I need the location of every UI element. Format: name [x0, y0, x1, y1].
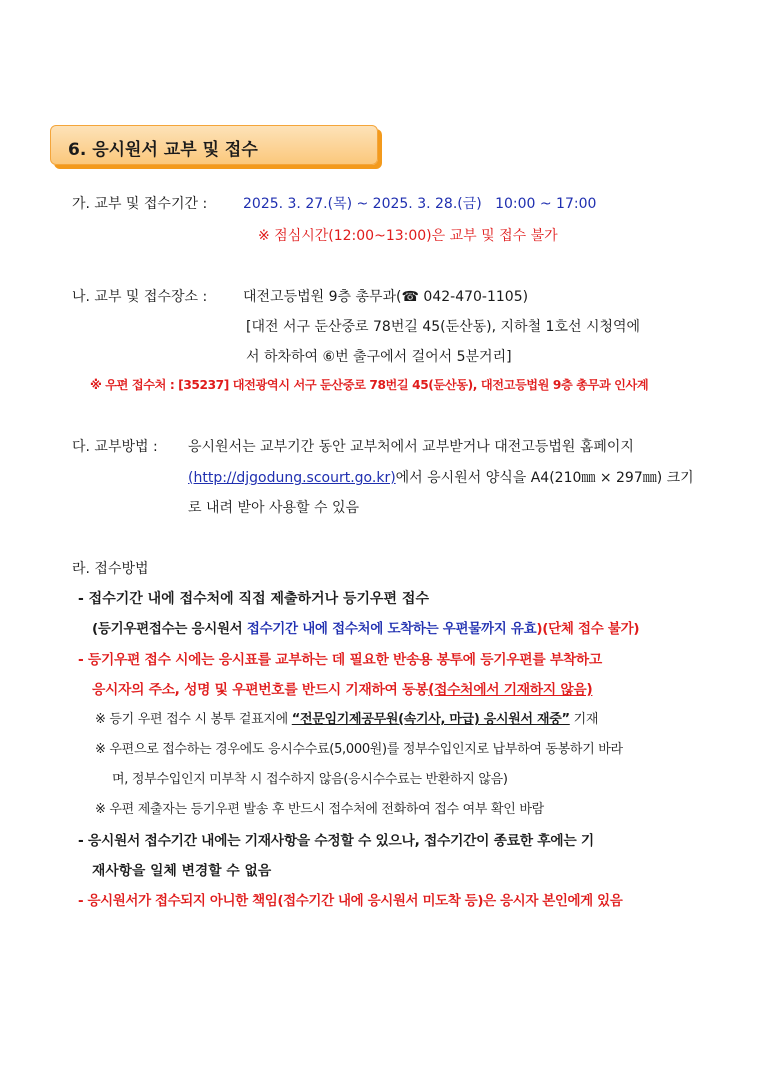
section-heading: 6. 응시원서 교부 및 접수 — [68, 140, 258, 160]
ra-bullet2-line1: - 등기우편 접수 시에는 응시표를 교부하는 데 필요한 반송용 봉투에 등기우편를 부착하고 — [78, 652, 602, 668]
ra-bullet1: - 접수기간 내에 접수처에 직접 제출하거나 등기우편 접수 — [78, 591, 429, 607]
ra-note1-a: ※ 등기 우편 접수 시 봉투 겉표지에 — [95, 712, 292, 727]
na-place-prefix: 대전고등법원 9층 총무과( — [243, 289, 402, 305]
phone-icon: ☎ — [401, 289, 419, 305]
da-line1: 응시원서는 교부기간 동안 교부처에서 교부받거나 대전고등법원 홈페이지 — [188, 439, 634, 455]
ra-bullet4: - 응시원서가 접수되지 아니한 책임(접수기간 내에 응시원서 미도착 등)은 응시자 본인에게 있음 — [78, 893, 623, 909]
ra-bullet1-sub-black: (등기우편접수는 응시원서 — [92, 621, 247, 637]
homepage-link[interactable]: (http://djgodung.scourt.go.kr) — [188, 470, 396, 486]
ra-bullet3-line1: - 응시원서 접수기간 내에는 기재사항을 수정할 수 있으나, 접수기간이 종료한 후에는 기 — [78, 833, 594, 849]
ra-note1-c: 기재 — [569, 712, 599, 727]
ra-note1 — [95, 708, 598, 727]
ra-bullet1-sub — [92, 617, 639, 637]
na-mail-note: ※ 우편 접수처 : [35237] 대전광역시 서구 둔산중로 78번길 45(둔산동), 대전고등법원 9층 총무과 인사계 — [90, 378, 649, 392]
ra-bullet2-line2-a: 응시자의 주소, 성명 및 우편번호를 반드시 기재하여 동봉 — [92, 682, 429, 698]
na-place — [243, 286, 528, 306]
ra-note1-b: “전문임기제공무원(속기사, 마급) 응시원서 재중” — [291, 712, 570, 727]
ga-lunch-note: ※ 점심시간(12:00~13:00)은 교부 및 접수 불가 — [258, 228, 558, 244]
ra-note2-line1: ※ 우편으로 접수하는 경우에도 응시수수료(5,000원)를 정부수입인지로 납부하여 동봉하기 바라 — [95, 742, 623, 757]
na-address-line2: 서 하차하여 ⑥번 출구에서 걸어서 5분거리] — [246, 349, 512, 365]
na-label: 나. 교부 및 접수장소 : — [72, 289, 208, 305]
da-line2 — [188, 467, 694, 487]
da-line3: 로 내려 받아 사용할 수 있음 — [188, 500, 360, 516]
na-address-line1: [대전 서구 둔산중로 78번길 45(둔산동), 지하철 1호선 시청역에 — [246, 319, 641, 335]
ra-bullet2-line2 — [92, 678, 592, 698]
ra-bullet2-line2-b: (접수처에서 기재하지 않음) — [428, 682, 593, 698]
ra-bullet1-sub-red: )(단체 접수 불가) — [536, 621, 640, 637]
ra-note2-line2: 며, 정부수입인지 미부착 시 접수하지 않음(응시수수료는 반환하지 않음) — [112, 772, 508, 787]
ra-bullet3-line2: 재사항을 일체 변경할 수 없음 — [92, 863, 272, 879]
ra-note3: ※ 우편 제출자는 등기우편 발송 후 반드시 접수처에 전화하여 접수 여부 확인 바람 — [95, 802, 544, 817]
da-label: 다. 교부방법 : — [72, 439, 158, 455]
ra-label: 라. 접수방법 — [72, 561, 149, 577]
na-phone: 042-470-1105) — [418, 289, 529, 305]
ra-bullet1-sub-blue: 접수기간 내에 접수처에 도착하는 우편물까지 유효 — [246, 621, 537, 637]
ga-period: 2025. 3. 27.(목) ~ 2025. 3. 28.(금) 10:00 ~ 17:00 — [243, 196, 597, 212]
ga-label: 가. 교부 및 접수기간 : — [72, 196, 208, 212]
da-line2-rest: 에서 응시원서 양식을 A4(210㎜ × 297㎜) 크기 — [395, 470, 694, 486]
